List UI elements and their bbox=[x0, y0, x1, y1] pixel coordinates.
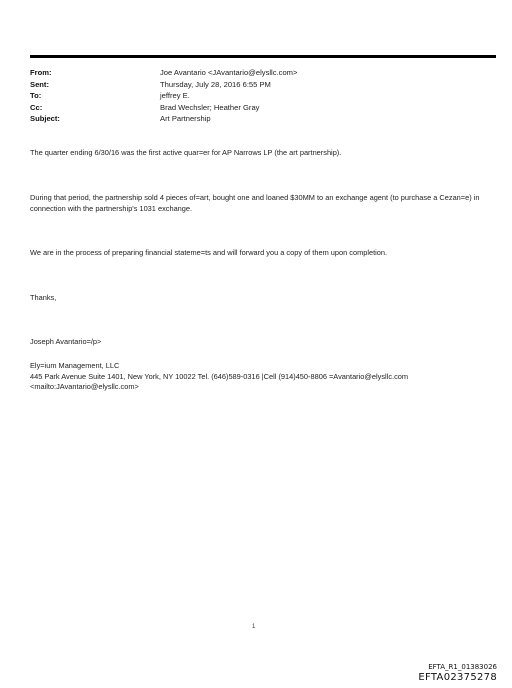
signature-company: Ely=ium Management, LLC bbox=[30, 361, 120, 370]
from-value: Joe Avantario <JAvantario@elysllc.com> bbox=[160, 68, 298, 77]
sent-label: Sent: bbox=[30, 79, 49, 89]
cc-label: Cc: bbox=[30, 102, 43, 112]
sent-row bbox=[30, 79, 496, 91]
from-label: From: bbox=[30, 68, 52, 77]
cc-row bbox=[30, 102, 496, 114]
page-number: 1 bbox=[252, 624, 256, 630]
signature-mailto: <mailto:JAvantario@elysllc.com> bbox=[30, 382, 139, 391]
to-value: jeffrey E. bbox=[160, 91, 190, 100]
bates-number-1: EFTA_R1_01383026 bbox=[428, 663, 497, 671]
to-row bbox=[30, 90, 496, 102]
subject-row bbox=[30, 113, 496, 125]
sent-value: Thursday, July 28, 2016 6:55 PM bbox=[160, 79, 271, 89]
cc-value: Brad Wechsler; Heather Gray bbox=[160, 102, 260, 112]
from-row bbox=[30, 67, 496, 79]
signature-block bbox=[30, 361, 500, 393]
closing-thanks: Thanks, bbox=[30, 293, 57, 302]
sender-name: Joseph Avantario=/p> bbox=[30, 337, 102, 346]
subject-label: Subject: bbox=[30, 114, 60, 123]
header-rule bbox=[30, 55, 496, 58]
to-label: To: bbox=[30, 91, 42, 100]
subject-value: Art Partnership bbox=[160, 114, 211, 123]
body-paragraph-2: During that period, the partnership sold 4 pieces of=art, bought one and loaned $30MM to an exchange agent (to purchase a Cezan=e) in connection with the partnership's 1031 exchange. bbox=[30, 193, 480, 213]
bates-stamp bbox=[418, 663, 497, 684]
body-paragraph-1: The quarter ending 6/30/16 was the first active quar=er for AP Narrows LP (the art partnership). bbox=[30, 148, 342, 157]
body-paragraph-3: We are in the process of preparing financial stateme=ts and will forward you a copy of them upon completion. bbox=[30, 248, 388, 257]
signature-address: 445 Park Avenue Suite 1401, New York, NY 10022 Tel. (646)589-0316 |Cell (914)450-8806 =Avantario@elysllc.com bbox=[30, 371, 409, 381]
bates-number-2: EFTA02375278 bbox=[418, 672, 497, 683]
email-header bbox=[30, 67, 496, 125]
